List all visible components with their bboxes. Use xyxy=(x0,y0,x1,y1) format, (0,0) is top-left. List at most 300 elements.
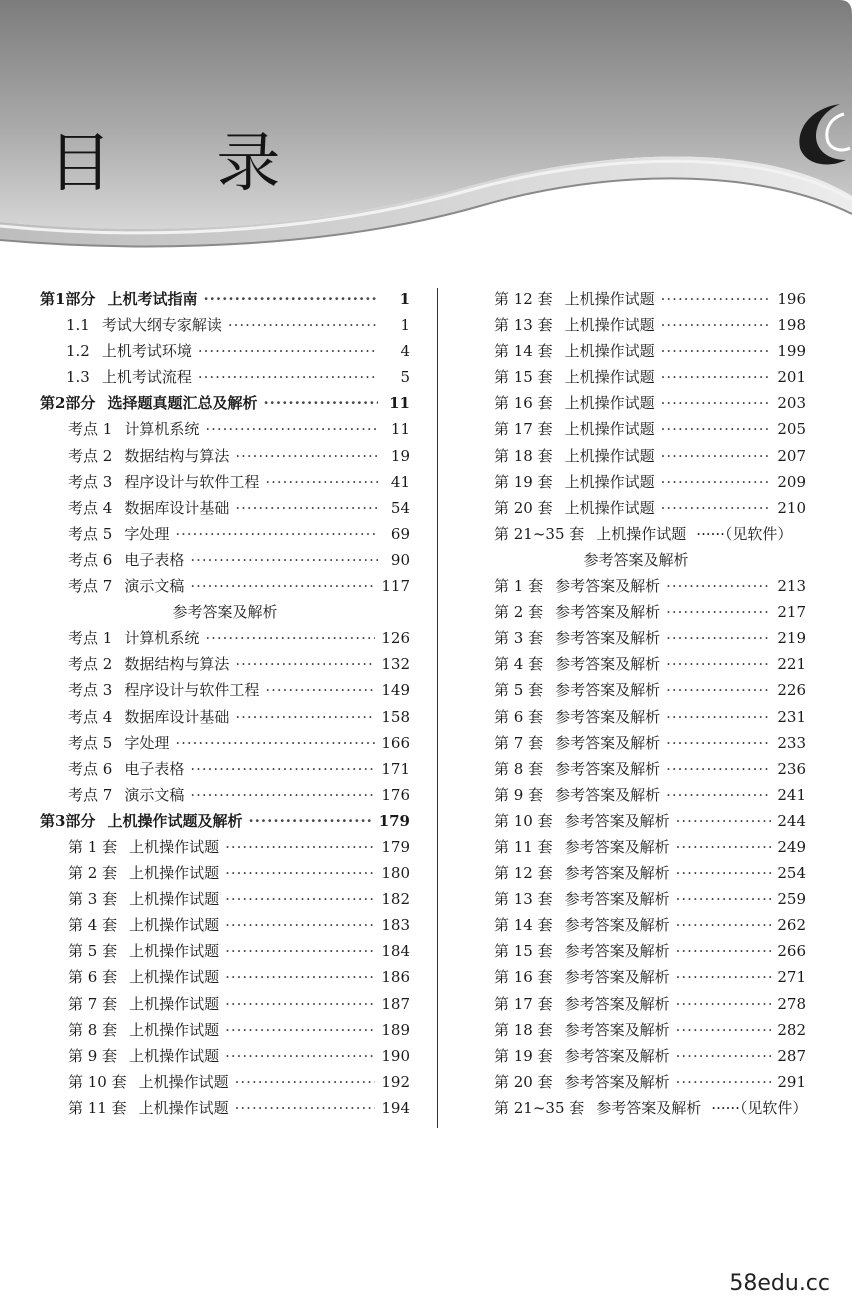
toc-entry-row[interactable] xyxy=(466,732,806,758)
toc-leader-dots xyxy=(676,968,772,986)
toc-entry-number: 第 10 套 xyxy=(68,1072,127,1091)
toc-entry-number: 第1部分 xyxy=(40,290,96,308)
toc-page-number: 149 xyxy=(381,681,410,700)
toc-entry-row[interactable] xyxy=(40,966,410,992)
toc-leader-dots xyxy=(175,525,378,543)
toc-entry-number: 第 7 套 xyxy=(68,994,118,1013)
toc-leader-dots xyxy=(666,681,771,699)
toc-entry-number: 第 19 套 xyxy=(494,1046,553,1065)
toc-leader-dots xyxy=(225,942,375,960)
toc-leader-dots xyxy=(235,499,378,517)
toc-page-number: 194 xyxy=(381,1098,410,1117)
toc-entry-number: 第 10 套 xyxy=(494,811,553,830)
toc-leader-dots xyxy=(661,316,772,334)
toc-entry-title: 参考答案及解析 xyxy=(555,785,661,804)
toc-entry-row[interactable] xyxy=(40,653,410,679)
toc-part-row[interactable] xyxy=(40,288,410,314)
toc-leader-dots xyxy=(225,864,375,882)
toc-entry-number: 第2部分 xyxy=(40,394,96,413)
toc-entry-row[interactable] xyxy=(40,888,410,914)
toc-entry-title: 数据结构与算法 xyxy=(124,446,230,465)
toc-entry-row[interactable] xyxy=(466,366,806,392)
toc-entry-title: 参考答案及解析 xyxy=(555,577,661,596)
toc-entry-number: 第 11 套 xyxy=(68,1098,127,1117)
toc-entry-row[interactable] xyxy=(40,445,410,471)
toc-page-number: 209 xyxy=(777,472,806,491)
toc-entry-row[interactable] xyxy=(40,940,410,966)
toc-entry-note: ······（见软件） xyxy=(711,1098,808,1117)
toc-entry-number: 考点 2 xyxy=(68,446,113,465)
toc-entry-number: 第 3 套 xyxy=(494,629,544,648)
toc-page-number: 219 xyxy=(777,629,806,648)
toc-leader-dots xyxy=(666,760,771,778)
toc-entry-title: 上机操作试题 xyxy=(564,342,655,361)
toc-entry-title: 上机操作试题 xyxy=(129,1020,220,1039)
toc-page-number: 207 xyxy=(777,446,806,465)
toc-leader-dots xyxy=(676,995,772,1013)
toc-leader-dots xyxy=(203,290,378,308)
toc-leader-dots xyxy=(676,1047,772,1065)
toc-entry-number: 1.3 xyxy=(66,368,90,387)
toc-entry-number: 考点 5 xyxy=(68,733,113,752)
toc-entry-title: 上机操作试题 xyxy=(129,890,220,909)
toc-entry-title: 上机操作试题 xyxy=(129,994,220,1013)
toc-leader-dots xyxy=(175,734,375,752)
toc-leader-dots xyxy=(676,864,772,882)
toc-page-number: 199 xyxy=(777,342,806,361)
toc-leader-dots xyxy=(676,838,772,856)
toc-entry-row[interactable] xyxy=(40,706,410,732)
toc-entry-row[interactable] xyxy=(40,732,410,758)
toc-page-number: 249 xyxy=(777,837,806,856)
toc-leader-dots xyxy=(661,394,772,412)
toc-page-number: 90 xyxy=(390,550,410,569)
toc-part-row[interactable] xyxy=(40,810,410,836)
toc-entry-row[interactable] xyxy=(466,340,806,366)
toc-entry-number: 第 11 套 xyxy=(494,837,553,856)
toc-page-number: 54 xyxy=(390,498,410,517)
toc-page-number: 190 xyxy=(381,1046,410,1065)
toc-entry-number: 第 7 套 xyxy=(494,733,544,752)
toc-entry-number: 考点 4 xyxy=(68,707,113,726)
toc-page-number: 183 xyxy=(381,916,410,935)
toc-entry-number: 第 8 套 xyxy=(494,759,544,778)
toc-leader-dots xyxy=(676,1073,772,1091)
toc-leader-dots xyxy=(235,708,375,726)
toc-page-number: 179 xyxy=(381,837,410,856)
toc-entry-row[interactable] xyxy=(40,1071,410,1097)
toc-leader-dots xyxy=(225,890,375,908)
toc-entry-title: 上机操作试题 xyxy=(129,942,220,961)
toc-entry-row[interactable] xyxy=(40,758,410,784)
toc-page-number: 11 xyxy=(390,420,410,439)
toc-entry-row[interactable] xyxy=(40,366,410,392)
toc-entry-row[interactable] xyxy=(466,445,806,471)
toc-entry-number: 第 1 套 xyxy=(494,577,544,596)
toc-entry-title: 上机操作试题 xyxy=(564,316,655,335)
toc-leader-dots xyxy=(676,890,772,908)
toc-entry-title: 上机操作试题 xyxy=(564,498,655,517)
toc-page-number: 198 xyxy=(777,316,806,335)
toc-leader-dots xyxy=(248,812,372,830)
toc-leader-dots xyxy=(666,603,771,621)
toc-entry-number: 1.2 xyxy=(66,342,90,361)
toc-page-number: 189 xyxy=(381,1020,410,1039)
toc-entry-number: 第 8 套 xyxy=(68,1020,118,1039)
toc-entry-row[interactable] xyxy=(466,706,806,732)
toc-leader-dots xyxy=(666,577,771,595)
toc-entry-row[interactable] xyxy=(466,1019,806,1045)
toc-page-number: 1 xyxy=(399,290,410,308)
toc-page-number: 179 xyxy=(378,811,410,830)
toc-entry-title: 上机操作试题 xyxy=(129,968,220,987)
toc-entry-row[interactable] xyxy=(40,1019,410,1045)
toc-leader-dots xyxy=(190,786,375,804)
toc-leader-dots xyxy=(235,655,375,673)
toc-entry-title: 上机操作试题 xyxy=(564,446,655,465)
toc-entry-row[interactable] xyxy=(40,340,410,366)
toc-section-heading: 参考答案及解析 xyxy=(583,550,689,569)
toc-entry-number: 第 12 套 xyxy=(494,290,553,308)
toc-entry-row[interactable] xyxy=(40,314,410,340)
toc-entry-title: 计算机系统 xyxy=(124,420,200,439)
toc-page-number: 201 xyxy=(777,368,806,387)
toc-entry-row[interactable] xyxy=(40,627,410,653)
toc-leader-dots xyxy=(228,316,378,334)
toc-page-number: 271 xyxy=(777,968,806,987)
toc-entry-row[interactable] xyxy=(466,1097,806,1123)
toc-page-number: 158 xyxy=(381,707,410,726)
toc-entry-number: 第 14 套 xyxy=(494,916,553,935)
toc-entry-title: 电子表格 xyxy=(124,550,185,569)
toc-entry-row[interactable] xyxy=(40,914,410,940)
toc-entry-title: 参考答案及解析 xyxy=(564,864,670,883)
toc-entry-row[interactable] xyxy=(466,1045,806,1071)
toc-entry-number: 1.1 xyxy=(66,316,90,335)
toc-page-number: 187 xyxy=(381,994,410,1013)
toc-page-number: 182 xyxy=(381,890,410,909)
toc-entry-row[interactable] xyxy=(40,1097,410,1123)
toc-entry-row[interactable] xyxy=(40,418,410,444)
toc-entry-title: 参考答案及解析 xyxy=(564,811,670,830)
toc-entry-title: 参考答案及解析 xyxy=(555,733,661,752)
toc-page-number: 166 xyxy=(381,733,410,752)
toc-entry-row[interactable] xyxy=(466,993,806,1019)
toc-leader-dots xyxy=(661,290,772,308)
toc-leader-dots xyxy=(190,760,375,778)
toc-page-number: 254 xyxy=(777,864,806,883)
toc-entry-title: 上机操作试题 xyxy=(564,472,655,491)
toc-entry-title: 上机考试流程 xyxy=(101,368,192,387)
toc-entry-number: 第 12 套 xyxy=(494,864,553,883)
toc-leader-dots xyxy=(666,629,771,647)
toc-leader-dots xyxy=(190,577,375,595)
toc-leader-dots xyxy=(661,447,772,465)
toc-entry-note: ······（见软件） xyxy=(696,524,793,543)
toc-entry-number: 第 21~35 套 xyxy=(494,524,585,543)
toc-page-number: 262 xyxy=(777,916,806,935)
toc-leader-dots xyxy=(666,734,771,752)
toc-entry-title: 上机操作试题 xyxy=(129,1046,220,1065)
toc-entry-title: 参考答案及解析 xyxy=(555,603,661,622)
toc-entry-title: 上机操作试题 xyxy=(564,290,655,308)
toc-page-number: 184 xyxy=(381,942,410,961)
toc-entry-row[interactable] xyxy=(466,810,806,836)
toc-leader-dots xyxy=(661,368,772,386)
toc-leader-dots xyxy=(235,1073,376,1091)
toc-page-number: 171 xyxy=(381,759,410,778)
toc-entry-row[interactable] xyxy=(40,497,410,523)
toc-entry-row[interactable] xyxy=(40,993,410,1019)
toc-page-number: 11 xyxy=(389,394,410,413)
toc-entry-title: 上机考试环境 xyxy=(101,342,192,361)
toc-entry-number: 第 9 套 xyxy=(68,1046,118,1065)
toc-page-number: 205 xyxy=(777,420,806,439)
toc-entry-row[interactable] xyxy=(466,966,806,992)
toc-entry-number: 第 20 套 xyxy=(494,1072,553,1091)
toc-entry-number: 考点 7 xyxy=(68,785,113,804)
toc-entry-row[interactable] xyxy=(466,418,806,444)
page-title: 目 录 xyxy=(48,127,323,201)
toc-page-number: 192 xyxy=(381,1072,410,1091)
toc-page-number: 236 xyxy=(777,759,806,778)
toc-leader-dots xyxy=(661,342,772,360)
toc-leader-dots xyxy=(661,420,772,438)
toc-right-column xyxy=(466,288,806,1123)
toc-page-number: 221 xyxy=(777,655,806,674)
toc-entry-number: 考点 3 xyxy=(68,681,113,700)
toc-entry-title: 参考答案及解析 xyxy=(555,759,661,778)
toc-entry-number: 第 15 套 xyxy=(494,942,553,961)
toc-entry-row[interactable] xyxy=(466,836,806,862)
toc-entry-row[interactable] xyxy=(466,784,806,810)
toc-leader-dots xyxy=(198,368,378,386)
toc-entry-row[interactable] xyxy=(466,627,806,653)
toc-entry-title: 上机操作试题 xyxy=(129,837,220,856)
toc-leader-dots xyxy=(225,838,375,856)
toc-page-number: 4 xyxy=(400,342,410,361)
toc-entry-title: 程序设计与软件工程 xyxy=(124,472,260,491)
toc-entry-title: 上机考试指南 xyxy=(107,290,198,308)
toc-entry-number: 第 21~35 套 xyxy=(494,1098,585,1117)
toc-page-number: 233 xyxy=(777,733,806,752)
toc-entry-row[interactable] xyxy=(466,1071,806,1097)
toc-leader-dots xyxy=(661,473,772,491)
toc-entry-row[interactable] xyxy=(466,888,806,914)
toc-page-number: 132 xyxy=(381,655,410,674)
toc-leader-dots xyxy=(666,708,771,726)
toc-entry-title: 参考答案及解析 xyxy=(564,994,670,1013)
toc-page-number: 231 xyxy=(777,707,806,726)
toc-entry-row[interactable] xyxy=(40,679,410,705)
column-divider xyxy=(437,288,438,1128)
toc-page-number: 186 xyxy=(381,968,410,987)
toc-entry-number: 第 15 套 xyxy=(494,368,553,387)
toc-entry-title: 上机操作试题及解析 xyxy=(107,811,243,830)
toc-leader-dots xyxy=(676,942,772,960)
toc-entry-title: 演示文稿 xyxy=(124,577,185,596)
toc-leader-dots xyxy=(265,681,375,699)
toc-entry-title: 参考答案及解析 xyxy=(555,655,661,674)
toc-entry-row[interactable] xyxy=(40,471,410,497)
toc-entry-row[interactable] xyxy=(40,575,410,601)
toc-page-number: 41 xyxy=(390,472,410,491)
toc-entry-number: 考点 1 xyxy=(68,420,113,439)
toc-page-number: 1 xyxy=(400,316,410,335)
toc-entry-number: 考点 4 xyxy=(68,498,113,517)
toc-entry-number: 考点 6 xyxy=(68,550,113,569)
toc-entry-number: 第 5 套 xyxy=(68,942,118,961)
toc-entry-row[interactable] xyxy=(40,862,410,888)
toc-entry-number: 考点 5 xyxy=(68,524,113,543)
toc-entry-title: 参考答案及解析 xyxy=(564,968,670,987)
toc-leader-dots xyxy=(225,1047,375,1065)
toc-entry-title: 上机操作试题 xyxy=(596,524,687,543)
header-banner xyxy=(0,0,852,260)
toc-entry-title: 参考答案及解析 xyxy=(555,681,661,700)
toc-entry-number: 考点 3 xyxy=(68,472,113,491)
toc-entry-row[interactable] xyxy=(466,679,806,705)
toc-entry-title: 计算机系统 xyxy=(124,629,200,648)
toc-entry-title: 上机操作试题 xyxy=(564,368,655,387)
toc-page-number: 196 xyxy=(777,290,806,308)
toc-entry-title: 参考答案及解析 xyxy=(564,1046,670,1065)
toc-page-number: 266 xyxy=(777,942,806,961)
toc-page-number: 287 xyxy=(777,1046,806,1065)
toc-leader-dots xyxy=(225,968,375,986)
toc-entry-row[interactable] xyxy=(466,471,806,497)
toc-section-heading: 参考答案及解析 xyxy=(172,603,278,622)
toc-leader-dots xyxy=(235,1099,376,1117)
toc-entry-number: 第 16 套 xyxy=(494,968,553,987)
toc-page-number: 180 xyxy=(381,864,410,883)
toc-entry-number: 第 14 套 xyxy=(494,342,553,361)
toc-entry-number: 第 17 套 xyxy=(494,420,553,439)
toc-entry-number: 第 6 套 xyxy=(494,707,544,726)
toc-entry-title: 上机操作试题 xyxy=(564,420,655,439)
toc-page-number: 19 xyxy=(390,446,410,465)
toc-entry-title: 参考答案及解析 xyxy=(564,942,670,961)
toc-entry-title: 参考答案及解析 xyxy=(564,1072,670,1091)
toc-entry-row[interactable] xyxy=(466,314,806,340)
toc-entry-title: 字处理 xyxy=(124,733,170,752)
toc-entry-number: 考点 6 xyxy=(68,759,113,778)
toc-entry-row[interactable] xyxy=(466,940,806,966)
toc-entry-title: 参考答案及解析 xyxy=(564,916,670,935)
toc-page-number: 176 xyxy=(381,785,410,804)
toc-entry-number: 第 4 套 xyxy=(494,655,544,674)
toc-page-number: 117 xyxy=(381,577,410,596)
toc-leader-dots xyxy=(676,812,772,830)
toc-entry-title: 程序设计与软件工程 xyxy=(124,681,260,700)
toc-page-number: 291 xyxy=(777,1072,806,1091)
toc-leader-dots xyxy=(198,342,378,360)
toc-leader-dots xyxy=(225,916,375,934)
toc-entry-number: 第 1 套 xyxy=(68,837,118,856)
toc-entry-title: 参考答案及解析 xyxy=(555,707,661,726)
toc-leader-dots xyxy=(205,629,375,647)
toc-entry-title: 选择题真题汇总及解析 xyxy=(107,394,258,413)
toc-leader-dots xyxy=(190,551,378,569)
toc-entry-row[interactable] xyxy=(40,549,410,575)
toc-entry-title: 上机操作试题 xyxy=(129,916,220,935)
toc-entry-number: 第 3 套 xyxy=(68,890,118,909)
toc-leader-dots xyxy=(666,655,771,673)
toc-entry-number: 第 13 套 xyxy=(494,316,553,335)
toc-entry-row[interactable] xyxy=(40,1045,410,1071)
toc-entry-title: 演示文稿 xyxy=(124,785,185,804)
toc-entry-title: 参考答案及解析 xyxy=(564,1020,670,1039)
toc-entry-row[interactable] xyxy=(466,914,806,940)
toc-page-number: 126 xyxy=(381,629,410,648)
toc-entry-title: 参考答案及解析 xyxy=(555,629,661,648)
toc-entry-number: 第3部分 xyxy=(40,811,96,830)
toc-part-row[interactable] xyxy=(40,392,410,418)
toc-entry-number: 第 5 套 xyxy=(494,681,544,700)
toc-leader-dots xyxy=(205,420,378,438)
toc-entry-row[interactable] xyxy=(466,575,806,601)
toc-entry-title: 数据结构与算法 xyxy=(124,655,230,674)
toc-entry-row[interactable] xyxy=(466,758,806,784)
toc-entry-number: 第 17 套 xyxy=(494,994,553,1013)
toc-entry-title: 参考答案及解析 xyxy=(564,837,670,856)
toc-entry-title: 数据库设计基础 xyxy=(124,707,230,726)
toc-entry-row[interactable] xyxy=(40,523,410,549)
toc-entry-row[interactable] xyxy=(466,601,806,627)
toc-page-number: 241 xyxy=(777,785,806,804)
toc-page-number: 259 xyxy=(777,890,806,909)
toc-entry-row[interactable] xyxy=(466,497,806,523)
toc-leader-dots xyxy=(661,499,772,517)
toc-page-number: 217 xyxy=(777,603,806,622)
toc-entry-row[interactable] xyxy=(466,392,806,418)
toc-entry-row[interactable] xyxy=(466,862,806,888)
toc-leader-dots xyxy=(235,447,378,465)
toc-entry-number: 第 13 套 xyxy=(494,890,553,909)
toc-entry-number: 第 18 套 xyxy=(494,1020,553,1039)
toc-left-column xyxy=(40,288,410,1123)
toc-entry-row[interactable] xyxy=(466,653,806,679)
toc-entry-number: 第 19 套 xyxy=(494,472,553,491)
toc-page-number: 5 xyxy=(400,368,410,387)
toc-entry-number: 第 4 套 xyxy=(68,916,118,935)
toc-entry-title: 上机操作试题 xyxy=(138,1098,229,1117)
toc-entry-number: 第 9 套 xyxy=(494,785,544,804)
toc-entry-number: 考点 7 xyxy=(68,577,113,596)
toc-entry-title: 字处理 xyxy=(124,524,170,543)
toc-entry-title: 电子表格 xyxy=(124,759,185,778)
toc-entry-row[interactable] xyxy=(466,288,806,314)
watermark: 58edu.cc xyxy=(729,1271,830,1296)
toc-leader-dots xyxy=(263,394,378,412)
toc-entry-row[interactable] xyxy=(40,784,410,810)
toc-leader-dots xyxy=(225,1021,375,1039)
toc-page-number: 282 xyxy=(777,1020,806,1039)
toc-leader-dots xyxy=(676,916,772,934)
toc-entry-title: 参考答案及解析 xyxy=(596,1098,702,1117)
toc-entry-number: 第 16 套 xyxy=(494,394,553,413)
toc-entry-title: 数据库设计基础 xyxy=(124,498,230,517)
toc-leader-dots xyxy=(676,1021,772,1039)
toc-leader-dots xyxy=(225,995,375,1013)
toc-entry-title: 上机操作试题 xyxy=(129,864,220,883)
toc-entry-row[interactable] xyxy=(466,523,806,549)
toc-entry-title: 上机操作试题 xyxy=(138,1072,229,1091)
toc-entry-number: 考点 2 xyxy=(68,655,113,674)
toc-entry-title: 考试大纲专家解读 xyxy=(101,316,222,335)
toc-entry-row[interactable] xyxy=(40,836,410,862)
toc-entry-title: 上机操作试题 xyxy=(564,394,655,413)
